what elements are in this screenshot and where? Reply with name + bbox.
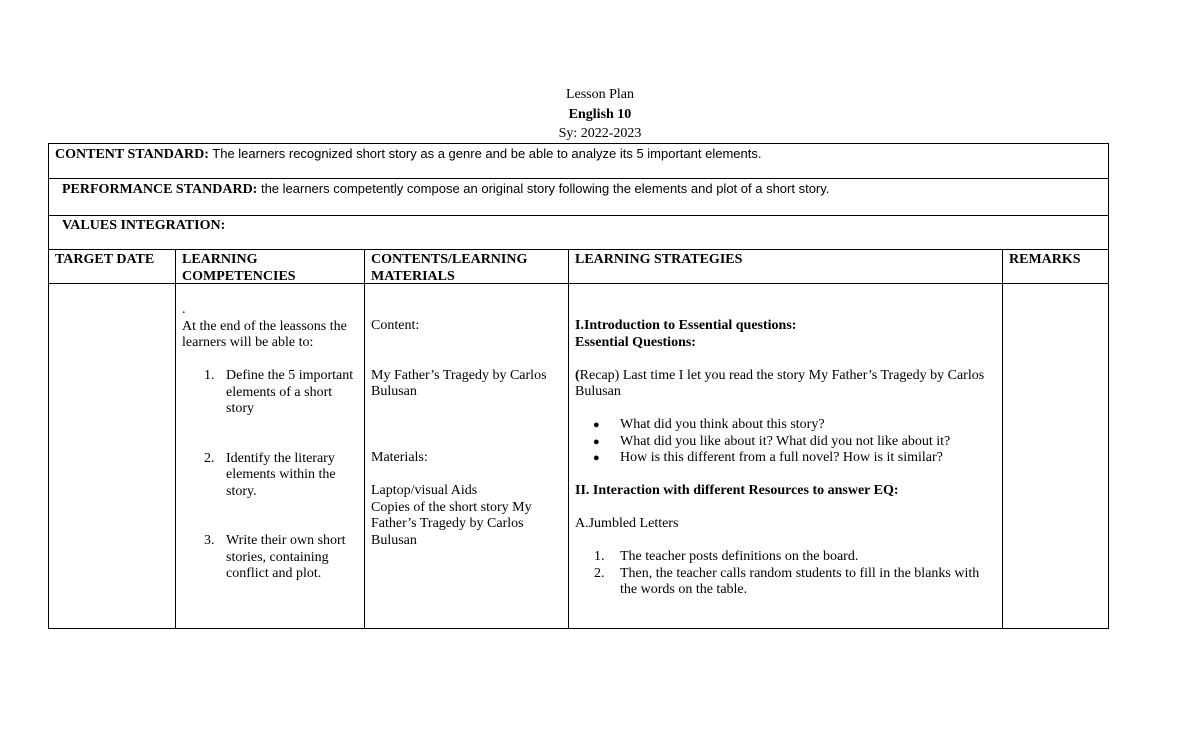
competencies-list	[182, 368, 362, 583]
list-item: 3. Write their own short stories, containing conflict and plot.	[204, 533, 346, 581]
row-divider	[49, 215, 1108, 216]
column-header-line: CONTENTS/LEARNING	[371, 252, 528, 267]
section-2-title: II. Interaction with different Resources to answer EQ:	[575, 483, 899, 498]
story-title-line: Bulusan	[371, 384, 417, 399]
bullet-icon: ●	[593, 452, 600, 464]
material-line: Copies of the short story My	[371, 499, 532, 515]
content-standard-text: The learners recognized short story as a genre and be able to analyze its 5 important elements.	[208, 146, 762, 161]
content-label: Content:	[371, 318, 420, 333]
bullet-icon: ●	[593, 419, 600, 431]
materials-label: Materials:	[371, 450, 428, 465]
performance-standard	[62, 181, 829, 199]
column-header-remarks: REMARKS	[1009, 252, 1081, 267]
list-item: 1. The teacher posts definitions on the board.	[594, 549, 859, 564]
column-header-learning-competencies	[182, 252, 296, 285]
list-item: 2. Then, the teacher calls random students to fill in the blanks with the words on the table.	[594, 565, 980, 597]
column-header-line: COMPETENCIES	[182, 268, 296, 284]
list-item: ● How is this different from a full novel? How is it similar?	[593, 450, 943, 465]
performance-standard-label: PERFORMANCE STANDARD:	[62, 182, 258, 197]
essential-questions-label: Essential Questions:	[575, 334, 696, 350]
list-item: 1. Define the 5 important elements of a short story	[204, 368, 354, 416]
column-header-learning-strategies: LEARNING STRATEGIES	[575, 252, 743, 267]
lesson-plan-table	[48, 143, 1109, 629]
row-divider	[49, 249, 1108, 250]
document-header	[0, 87, 1200, 146]
material-line: Bulusan	[371, 532, 417, 548]
column-header-line: LEARNING	[182, 252, 258, 267]
school-year: Sy: 2022-2023	[558, 126, 642, 141]
column-divider	[1002, 249, 1003, 628]
column-header-contents-materials	[371, 252, 527, 285]
material-line: Laptop/visual Aids	[371, 483, 478, 498]
competencies-intro-line: At the end of the leassons the	[182, 318, 347, 334]
column-divider	[568, 249, 569, 628]
strategies-cell	[575, 318, 1000, 599]
column-header-line: MATERIALS	[371, 268, 455, 284]
essential-questions-list	[575, 417, 1000, 467]
column-divider	[175, 249, 176, 628]
lesson-plan-title: Lesson Plan	[565, 87, 635, 102]
list-item: 2. Identify the literary elements within the story.	[204, 450, 336, 499]
list-item: ● What did you think about this story?	[593, 417, 825, 432]
subject-title: English 10	[568, 106, 632, 122]
recap-line: Bulusan	[575, 384, 621, 399]
content-standard	[55, 146, 761, 164]
column-divider	[364, 249, 365, 628]
competencies-intro-line: learners will be able to:	[182, 335, 314, 350]
bullet-icon: ●	[593, 435, 600, 448]
activity-steps-list	[575, 549, 1000, 599]
list-item: ● What did you like about it? What did you not like about it?	[593, 433, 951, 449]
values-integration-label: VALUES INTEGRATION:	[62, 218, 226, 233]
material-line: Father’s Tragedy by Carlos	[371, 516, 524, 531]
activity-title: A.Jumbled Letters	[575, 516, 679, 531]
performance-standard-text: the learners competently compose an original story following the elements and plot of a short story.	[257, 181, 830, 196]
story-title-line: My Father’s Tragedy by Carlos	[371, 367, 547, 383]
recap-line: (Recap) Last time I let you read the story My Father’s Tragedy by Carlos	[575, 367, 985, 383]
content-standard-label: CONTENT STANDARD:	[55, 147, 209, 162]
competencies-cell	[182, 302, 362, 583]
section-1-title: I.Introduction to Essential questions:	[575, 318, 797, 333]
column-header-target-date: TARGET DATE	[55, 252, 155, 267]
leading-dot: .	[182, 302, 186, 317]
row-divider	[49, 178, 1108, 179]
contents-cell	[371, 318, 561, 549]
